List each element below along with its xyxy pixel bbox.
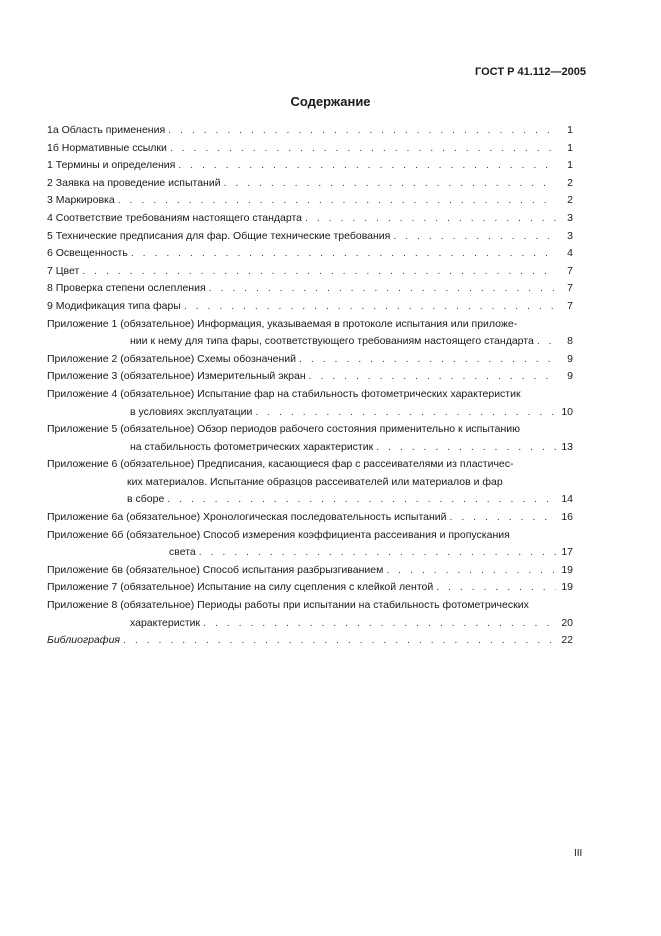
toc-leader — [537, 333, 556, 351]
toc-entry-bibliography[interactable] — [47, 632, 573, 650]
toc-entry-continuation[interactable] — [47, 404, 573, 422]
toc-entry-continuation[interactable] — [47, 474, 573, 492]
toc-entry[interactable] — [47, 562, 573, 580]
toc-page-number: 7 — [567, 264, 573, 277]
toc-leader — [203, 615, 556, 633]
toc-leader — [436, 579, 556, 597]
toc-leader — [209, 280, 556, 298]
toc-entry-text: Приложение 3 (обязательное) Измерительный экран — [47, 370, 306, 383]
toc-entry-text: 7 Цвет — [47, 264, 80, 277]
toc-entry[interactable] — [47, 527, 573, 545]
toc-leader — [199, 544, 556, 562]
standard-number: ГОСТ Р 41.112—2005 — [475, 66, 586, 78]
toc-entry-text: Приложение 6а (обязательное) Хронологическая последовательность испытаний — [47, 511, 447, 524]
toc-entry[interactable] — [47, 421, 573, 439]
toc-entry-continuation[interactable] — [47, 439, 573, 457]
toc-entry-text: на стабильность фотометрических характеристик — [130, 440, 374, 453]
toc-page-number: 9 — [567, 370, 573, 383]
toc-entry[interactable] — [47, 245, 573, 263]
toc-leader — [305, 210, 556, 228]
toc-entry-text: 5 Технические предписания для фар. Общие технические требования — [47, 229, 391, 242]
toc-entry[interactable] — [47, 386, 573, 404]
toc-entry-text: Приложение 1 (обязательное) Информация, указываемая в протоколе испытания или приложе- — [47, 317, 518, 330]
toc-entry-text: 1а Область применения — [47, 124, 166, 136]
toc-leader — [386, 562, 556, 580]
toc-entry-text: Библиография — [47, 634, 121, 647]
toc-page-number: 22 — [561, 634, 573, 647]
toc-leader — [131, 245, 556, 263]
toc-page-number: 2 — [567, 176, 573, 189]
toc-entry-continuation[interactable] — [47, 333, 573, 351]
page-title: Содержание — [290, 94, 371, 109]
toc-entry-text: ких материалов. Испытание образцов рассеивателей или материалов и фар — [127, 475, 503, 488]
toc-entry-text: нии к нему для типа фары, соответствующего требованиям настоящего стандарта — [130, 335, 534, 348]
table-of-contents — [47, 122, 573, 650]
toc-leader — [82, 263, 556, 281]
toc-entry-text: Приложение 6 (обязательное) Предписания, касающиеся фар с рассеивателями из пластичес- — [47, 458, 514, 471]
toc-entry-text: в условиях эксплуатации — [130, 405, 253, 418]
toc-page-number: 3 — [567, 211, 573, 224]
toc-entry-text: Приложение 6б (обязательное) Способ измерения коэффициента рассеивания и пропускания — [47, 528, 510, 541]
toc-page-number: 10 — [561, 405, 573, 418]
toc-entry-text: 2 Заявка на проведение испытаний — [47, 176, 221, 189]
toc-entry-text: 8 Проверка степени ослепления — [47, 282, 206, 295]
toc-leader — [167, 491, 556, 509]
toc-leader — [309, 368, 556, 386]
toc-entry-text: Приложение 4 (обязательное) Испытание фар на стабильность фотометрических характеристик — [47, 387, 521, 400]
toc-entry[interactable] — [47, 175, 573, 193]
toc-page-number: 1 — [567, 159, 573, 172]
toc-entry-text: в сборе — [127, 493, 165, 506]
toc-entry[interactable] — [47, 263, 573, 281]
toc-leader — [393, 228, 556, 246]
toc-page-number: 1 — [567, 141, 573, 154]
toc-entry-text: Приложение 2 (обязательное) Схемы обозначений — [47, 352, 297, 365]
toc-entry[interactable] — [47, 280, 573, 298]
toc-leader — [170, 140, 556, 158]
toc-entry[interactable] — [47, 456, 573, 474]
toc-entry-text: 9 Модификация типа фары — [47, 299, 181, 312]
toc-entry-text: 3 Маркировка — [47, 194, 115, 207]
toc-entry[interactable] — [47, 316, 573, 334]
toc-entry-text: 6 Освещенность — [47, 247, 128, 260]
toc-entry-continuation[interactable] — [47, 615, 573, 633]
toc-entry-text: Приложение 6в (обязательное) Способ испытания разбрызгиванием — [47, 563, 384, 576]
toc-page-number: 7 — [567, 282, 573, 295]
toc-page-number: 9 — [567, 352, 573, 365]
toc-entry-text: 1б Нормативные ссылки — [47, 141, 167, 154]
toc-leader — [376, 439, 556, 457]
toc-entry-text: света — [169, 546, 196, 559]
toc-page-number: 17 — [561, 546, 573, 559]
toc-leader — [168, 122, 556, 140]
toc-entry[interactable] — [47, 368, 573, 386]
toc-leader — [184, 298, 556, 316]
toc-page-number: 16 — [561, 511, 573, 524]
toc-entry[interactable] — [47, 298, 573, 316]
toc-entry-continuation[interactable] — [47, 491, 573, 509]
toc-entry[interactable] — [47, 210, 573, 228]
toc-page-number: 3 — [567, 229, 573, 242]
toc-leader — [299, 351, 556, 369]
toc-page-number: 20 — [561, 616, 573, 629]
toc-entry-text: 1 Термины и определения — [47, 159, 176, 172]
toc-page-number: 8 — [567, 335, 573, 348]
toc-entry-text: 4 Соответствие требованиям настоящего стандарта — [47, 211, 303, 224]
toc-page-number: 13 — [561, 440, 573, 453]
toc-page-number: 1 — [567, 124, 573, 136]
toc-entry[interactable] — [47, 122, 573, 140]
toc-page-number: 2 — [567, 194, 573, 207]
toc-entry[interactable] — [47, 509, 573, 527]
toc-entry-text: Приложение 5 (обязательное) Обзор периодов рабочего состояния применительно к испытанию — [47, 423, 520, 436]
toc-page-number: 19 — [561, 581, 573, 594]
toc-entry[interactable] — [47, 140, 573, 158]
toc-page-number: 14 — [561, 493, 573, 506]
toc-page-number: 4 — [567, 247, 573, 260]
toc-entry-text: Приложение 8 (обязательное) Периоды работы при испытании на стабильность фотометрических — [47, 599, 529, 612]
toc-leader — [255, 404, 556, 422]
toc-leader — [123, 632, 556, 650]
toc-entry[interactable] — [47, 597, 573, 615]
page-number: III — [574, 848, 583, 859]
toc-entry-text: Приложение 7 (обязательное) Испытание на силу сцепления с клейкой лентой — [47, 581, 434, 594]
toc-entry-text: характеристик — [130, 616, 201, 629]
toc-entry[interactable] — [47, 192, 573, 210]
toc-page-number: 7 — [567, 299, 573, 312]
toc-page-number: 19 — [561, 563, 573, 576]
toc-entry[interactable] — [47, 157, 573, 175]
toc-leader — [224, 175, 556, 193]
toc-leader — [178, 157, 556, 175]
toc-leader — [118, 192, 556, 210]
toc-entry[interactable] — [47, 579, 573, 597]
toc-entry[interactable] — [47, 351, 573, 369]
toc-entry-continuation[interactable] — [47, 544, 573, 562]
toc-leader — [450, 509, 556, 527]
toc-entry[interactable] — [47, 228, 573, 246]
